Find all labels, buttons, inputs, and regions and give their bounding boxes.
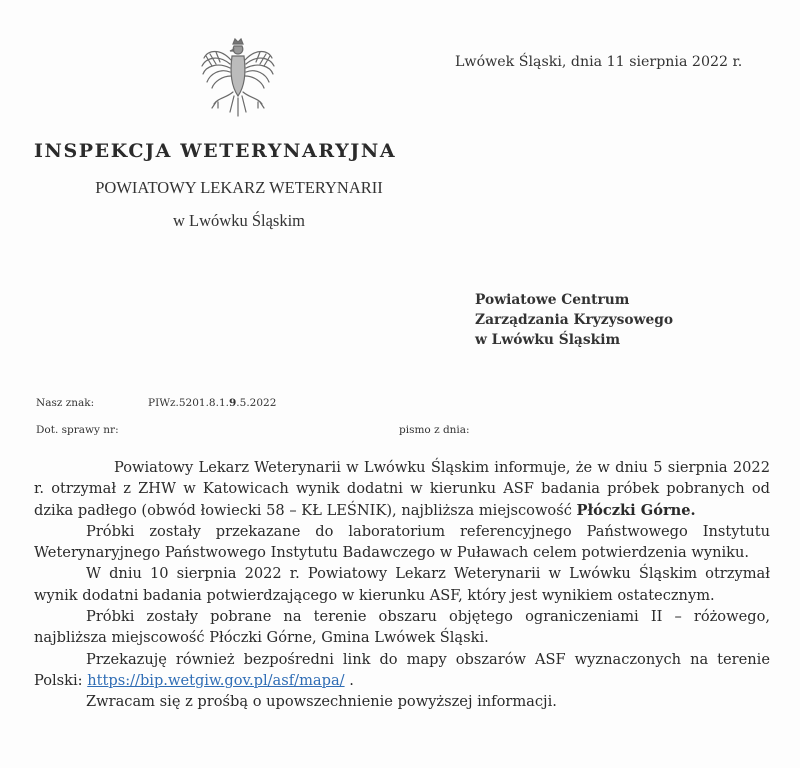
our-sign-bold: 9 [228, 397, 237, 409]
date-line: Lwówek Śląski, dnia 11 sierpnia 2022 r. [455, 54, 743, 70]
paragraph [34, 649, 770, 692]
paragraph: Próbki zostały przekazane do laboratorium referencyjnego Państwowego Instytutu Weterynaryjnego Państwowego Instytutu Badawczego w Puławach celem potwierdzenia wyniku. [34, 522, 770, 562]
our-sign-suffix: .5.2022 [236, 397, 277, 409]
polish-eagle-emblem [198, 36, 278, 128]
paragraph: W dniu 10 sierpnia 2022 r. Powiatowy Lekarz Weterynarii w Lwówku Śląskim otrzymał wynik dodatni badania potwierdzającego w kierunku ASF, który jest wynikiem ostatecznym. [34, 565, 770, 604]
recipient-line: Powiatowe Centrum [475, 292, 630, 308]
letter-date-label: pismo z dnia: [399, 424, 470, 436]
paragraph-end: . [690, 501, 696, 519]
paragraph-end: . [344, 671, 354, 689]
institution-title: INSPEKCJA WETERYNARYJNA [34, 140, 397, 162]
letter-body [34, 457, 770, 713]
our-sign-value [148, 397, 276, 409]
asf-map-link[interactable]: https://bip.wetgiw.gov.pl/asf/mapa/ [87, 671, 345, 689]
our-sign-label: Nasz znak: [36, 397, 95, 409]
place-name: Płóczki Górne [576, 501, 691, 519]
recipient-line: w Lwówku Śląskim [475, 332, 621, 348]
office-title: POWIATOWY LEKARZ WETERYNARII [95, 178, 383, 197]
paragraph: Próbki zostały pobrane na terenie obszaru objętego ograniczeniami II – różowego, najbliższa miejscowość Płóczki Górne, Gmina Lwówek Śląski. [34, 608, 770, 647]
paragraph-text: Przekazuję również bezpośredni link do mapy obszarów ASF wyznaczonych na terenie Polski: [34, 650, 770, 689]
recipient-address [475, 290, 673, 350]
paragraph-text: Powiatowy Lekarz Weterynarii w Lwówku Śląskim informuje, że w dniu 5 sierpnia 2022 r. otrzymał z ZHW w Katowicach wynik dodatni w kierunku ASF badania próbek pobranych od dzika padłego (obwód łowiecki 58 – KŁ LEŚNIK), najbliższa miejscowość [34, 459, 770, 519]
case-number-label: Dot. sprawy nr: [36, 424, 119, 436]
our-sign-prefix: PIWz.5201.8.1. [148, 397, 229, 409]
recipient-line: Zarządzania Kryzysowego [475, 312, 674, 328]
paragraph [34, 457, 770, 521]
paragraph: Zwracam się z prośbą o upowszechnienie powyższej informacji. [86, 693, 557, 711]
office-location: w Lwówku Śląskim [173, 211, 305, 230]
